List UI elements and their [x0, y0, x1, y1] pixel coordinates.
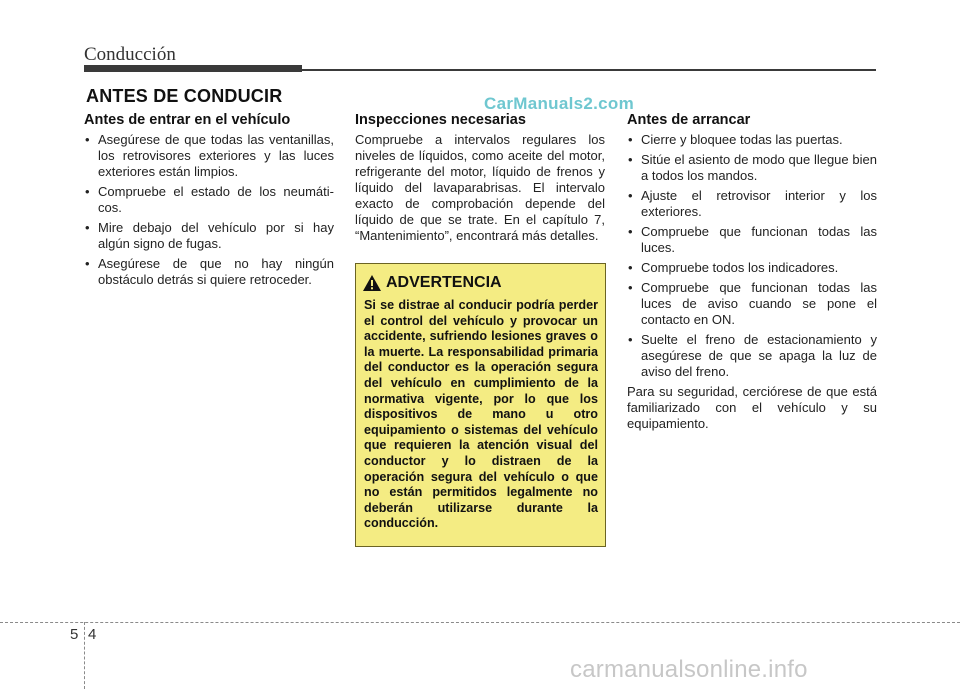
- safety-paragraph: Para su seguridad, cerciórese de que está familiarizado con el vehículo y su equipamiento.: [627, 384, 877, 431]
- watermark-top: CarManuals2.com: [484, 94, 634, 113]
- page-number: 4: [88, 626, 97, 643]
- warning-header: [362, 272, 502, 294]
- warning-text: Si se distrae al conducir podría perder el control del vehículo y provocar un accidente, sufriendo lesiones graves o la muerte. La responsabilidad primaria del conductor es la operación segura del vehículo en cumplimiento de la normativa vigente, por lo que los dispositivos de mano u otro equipamiento o sistemas del vehículo que requieren la atención visual del conductor y lo distraen de la operación segura del vehículo o que no están permitidos legalmente no deberán utilizarse durante la conducción.: [364, 298, 598, 531]
- list-item: • Compruebe el estado de los neumáti-cos.: [84, 184, 334, 216]
- list-item: • Compruebe que funcionan todas las luces.: [627, 224, 877, 256]
- checklist-before-entering: [84, 132, 334, 288]
- warning-box: [355, 263, 606, 547]
- chapter-title: Conducción: [84, 44, 176, 65]
- list-item: • Ajuste el retrovisor interior y los exteriores.: [627, 188, 877, 220]
- list-item: • Compruebe todos los indicadores.: [627, 260, 877, 276]
- section-title: ANTES DE CONDUCIR: [86, 86, 283, 106]
- footer-divider: [84, 622, 85, 689]
- chapter-number: 5: [70, 626, 79, 643]
- list-item: • Mire debajo del vehículo por si hay algún signo de fugas.: [84, 220, 334, 252]
- heading-before-entering: Antes de entrar en el vehículo: [84, 112, 291, 128]
- list-item: • Cierre y bloquee todas las puertas.: [627, 132, 877, 148]
- footer-rule: [0, 622, 960, 623]
- list-item: • Suelte el freno de estacionamiento y asegúrese de que se apaga la luz de aviso del freno.: [627, 332, 877, 380]
- heading-before-starting: Antes de arrancar: [627, 112, 751, 128]
- list-item: • Sitúe el asiento de modo que llegue bien a todos los mandos.: [627, 152, 877, 184]
- header-bar: [84, 65, 302, 72]
- inspections-paragraph: Compruebe a intervalos regulares los niveles de líquidos, como aceite del motor, refrigerante del motor, líquido de frenos y líquido del lavaparabrisas. El intervalo exacto de comprobación depende del líquido de que se trate. En el capítulo 7, “Mantenimiento”, encontrará más detalles.: [355, 132, 605, 243]
- list-item: • Compruebe que funcionan todas las luces de aviso cuando se pone el contacto en ON.: [627, 280, 877, 328]
- list-item: • Asegúrese de que no hay ningún obstáculo detrás si quiere retroceder.: [84, 256, 334, 288]
- header-rule: [302, 69, 876, 71]
- column-inspections: [355, 112, 605, 244]
- heading-inspections: Inspecciones necesarias: [355, 112, 526, 128]
- list-item: • Asegúrese de que todas las ventanillas, los retrovisores exteriores y las luces exteriores están limpios.: [84, 132, 334, 180]
- warning-triangle-icon: [362, 274, 382, 292]
- column-before-entering: [84, 112, 334, 292]
- watermark-bottom: carmanualsonline.info: [570, 656, 808, 683]
- checklist-before-starting: [627, 132, 877, 380]
- column-before-starting: [627, 112, 877, 432]
- warning-title: ADVERTENCIA: [386, 274, 502, 291]
